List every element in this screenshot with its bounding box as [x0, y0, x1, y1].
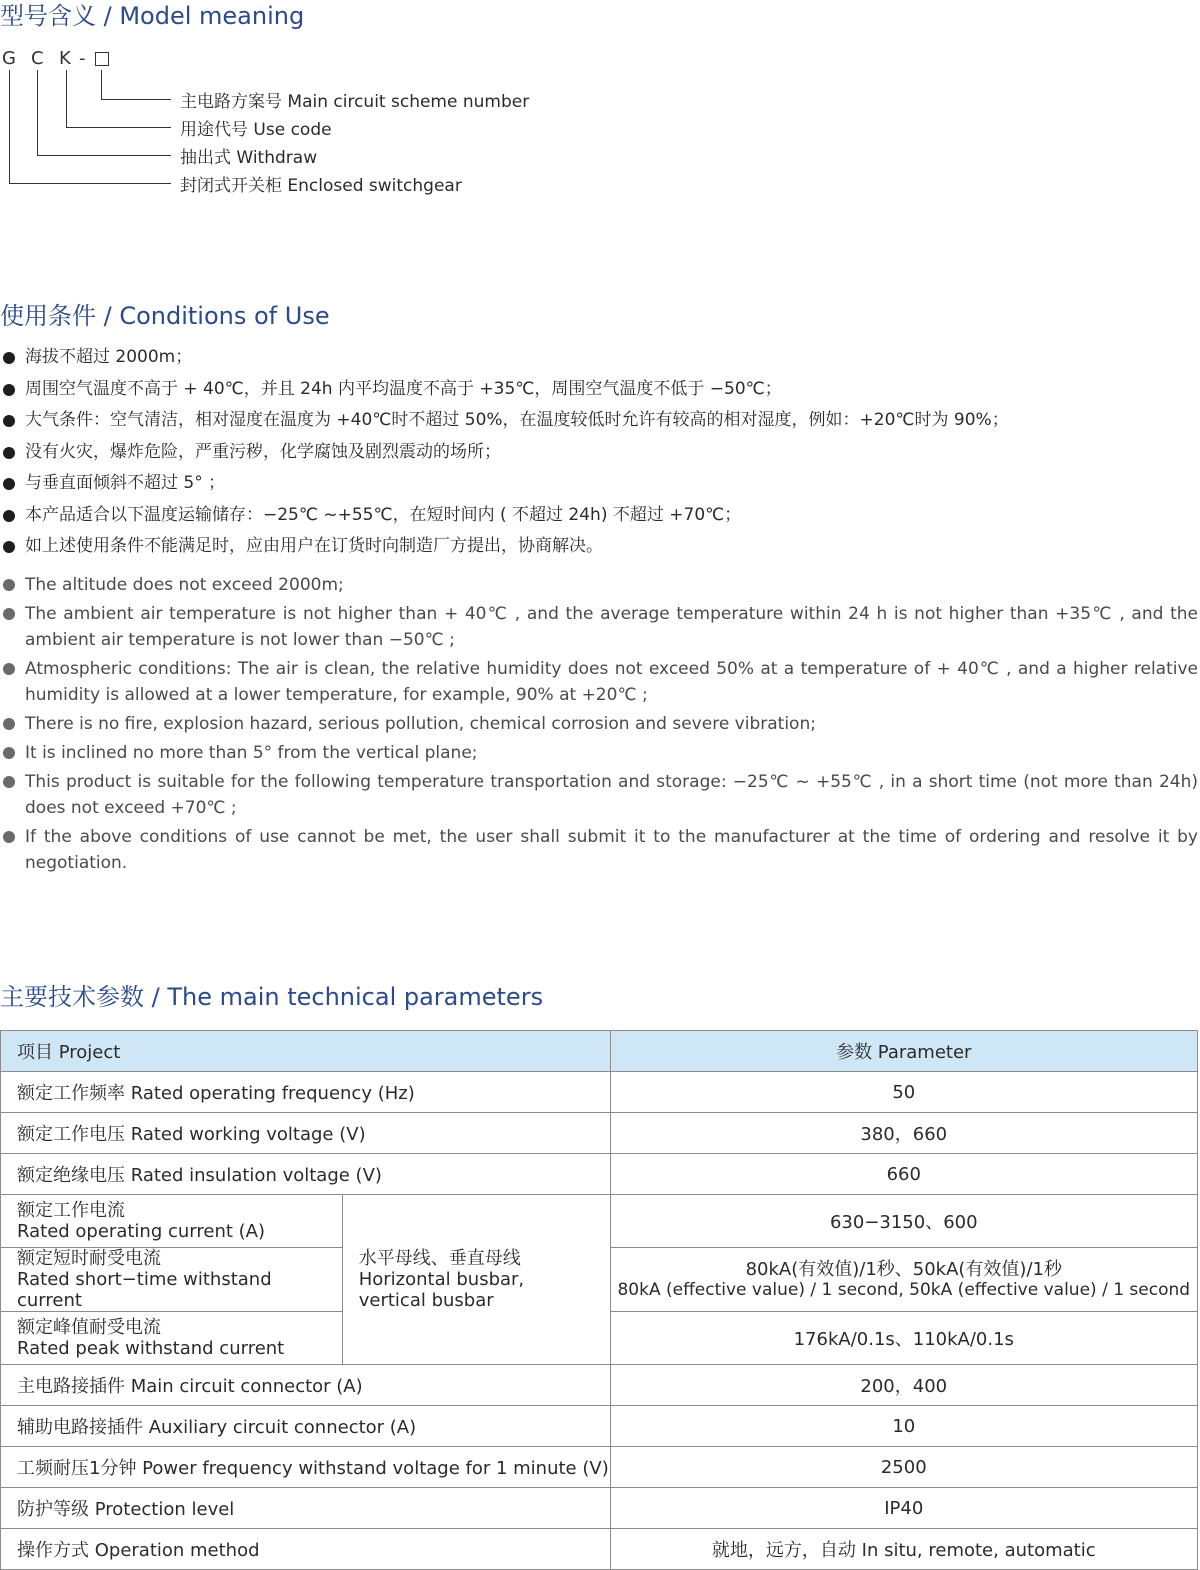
row-project: 工频耐压1分钟 Power frequency withstand voltage for 1 minute (V)	[1, 1447, 611, 1488]
params-title: 主要技术参数 / The main technical parameters	[0, 983, 544, 1011]
row-value	[610, 1248, 1197, 1312]
table-row	[1, 1072, 1198, 1113]
list-item: It is inclined no more than 5° from the vertical plane;	[0, 740, 1198, 766]
list-item: If the above conditions of use cannot be met, the user shall submit it to the manufacturer at the time of ordering and resolve it by negotiation.	[0, 824, 1198, 876]
project-cn: 额定短时耐受电流	[17, 1248, 161, 1269]
table-header-row	[1, 1031, 1198, 1072]
table-row	[1, 1406, 1198, 1447]
row-value: 10	[610, 1406, 1197, 1447]
bullet-icon	[3, 776, 15, 788]
bullet-icon	[3, 579, 15, 591]
bracket-line-withdraw-h	[37, 155, 171, 156]
bullet-icon	[3, 447, 15, 459]
row-value: 630−3150、600	[610, 1195, 1197, 1248]
list-item: 海拔不超过 2000m；	[0, 342, 1198, 374]
row-value: 50	[610, 1072, 1197, 1113]
header-project: 项目 Project	[1, 1031, 611, 1072]
list-item: 没有火灾，爆炸危险，严重污秽，化学腐蚀及剧烈震动的场所；	[0, 437, 1198, 469]
bullet-icon	[3, 663, 15, 675]
code-letter-c: C	[31, 48, 44, 69]
busbar-cell	[342, 1195, 610, 1365]
row-project	[1, 1195, 343, 1248]
busbar-label-cn: 水平母线、垂直母线	[358, 1248, 521, 1269]
bracket-line-use	[66, 70, 67, 128]
list-item: This product is suitable for the following temperature transportation and storage: −25℃ ~ +55℃ , in a short time (not more than 24h) does not exceed +70℃ ;	[0, 769, 1198, 821]
bullet-icon	[3, 831, 15, 843]
conditions-en-list	[0, 572, 1198, 879]
row-project: 额定工作频率 Rated operating frequency (Hz)	[1, 1072, 611, 1113]
bullet-icon	[3, 608, 15, 620]
row-project: 额定绝缘电压 Rated insulation voltage (V)	[1, 1154, 611, 1195]
row-value: 200，400	[610, 1365, 1197, 1406]
project-cn: 额定峰值耐受电流	[17, 1317, 161, 1338]
list-item: The ambient air temperature is not higher than + 40℃ , and the average temperature within 24 h is not higher than +35℃ , and the ambient air temperature is not lower than −50℃ ;	[0, 601, 1198, 653]
bracket-line-enclosed-h	[9, 183, 171, 184]
bullet-icon	[3, 747, 15, 759]
busbar-label-en: Horizontal busbar,	[358, 1269, 525, 1290]
row-value: 176kA/0.1s、110kA/0.1s	[610, 1312, 1197, 1365]
label-use-code: 用途代号 Use code	[180, 120, 332, 140]
row-value: IP40	[610, 1488, 1197, 1529]
value-en: 80kA (effective value) / 1 second, 50kA (effective value) / 1 second	[617, 1279, 1191, 1300]
value-cn: 80kA(有效值)/1秒、50kA(有效值)/1秒	[745, 1258, 1062, 1280]
list-item: Atmospheric conditions: The air is clean, the relative humidity does not exceed 50% at a temperature of + 40℃ , and a higher relative humidity is allowed at a lower temperature, for example, 90% at +20℃ ;	[0, 656, 1198, 708]
code-letter-k: K	[59, 48, 71, 69]
label-withdraw: 抽出式 Withdraw	[180, 148, 318, 168]
table-row	[1, 1488, 1198, 1529]
row-project: 辅助电路接插件 Auxiliary circuit connector (A)	[1, 1406, 611, 1447]
bracket-line-use-h	[66, 127, 171, 128]
list-item: 与垂直面倾斜不超过 5° ；	[0, 468, 1198, 500]
row-project: 防护等级 Protection level	[1, 1488, 611, 1529]
bracket-line-scheme	[101, 70, 102, 100]
list-item: 大气条件：空气清洁，相对湿度在温度为 +40℃时不超过 50%，在温度较低时允许有较高的相对湿度，例如：+20℃时为 90%；	[0, 405, 1198, 437]
table-row	[1, 1529, 1198, 1570]
project-en: Rated operating current (A)	[17, 1221, 265, 1242]
row-project: 主电路接插件 Main circuit connector (A)	[1, 1365, 611, 1406]
bracket-line-withdraw	[37, 70, 38, 156]
model-meaning-title: 型号含义 / Model meaning	[0, 2, 305, 30]
bullet-icon	[3, 384, 15, 396]
project-cn: 额定工作电流	[17, 1200, 125, 1221]
table-row	[1, 1154, 1198, 1195]
row-project: 操作方式 Operation method	[1, 1529, 611, 1570]
row-value: 就地，远方，自动 In situ, remote, automatic	[610, 1529, 1197, 1570]
code-dash: -	[79, 48, 86, 69]
bracket-line-scheme-h	[101, 99, 171, 100]
bracket-line-enclosed	[9, 70, 10, 184]
project-en: Rated short−time withstand current	[17, 1269, 272, 1311]
code-letter-g: G	[2, 48, 16, 69]
table-row	[1, 1365, 1198, 1406]
busbar-label-en2: vertical busbar	[358, 1290, 494, 1311]
bullet-icon	[3, 510, 15, 522]
list-item: 周围空气温度不高于 + 40℃，并且 24h 内平均温度不高于 +35℃，周围空气温度不低于 −50℃；	[0, 374, 1198, 406]
row-value: 380，660	[610, 1113, 1197, 1154]
row-value: 2500	[610, 1447, 1197, 1488]
params-table	[0, 1030, 1198, 1570]
row-project: 额定工作电压 Rated working voltage (V)	[1, 1113, 611, 1154]
table-row	[1, 1447, 1198, 1488]
list-item: The altitude does not exceed 2000m;	[0, 572, 1198, 598]
label-main-circuit-scheme: 主电路方案号 Main circuit scheme number	[180, 92, 530, 112]
bullet-icon	[3, 415, 15, 427]
row-project	[1, 1248, 343, 1312]
bullet-icon	[3, 718, 15, 730]
row-project	[1, 1312, 343, 1365]
bullet-icon	[3, 541, 15, 553]
table-row	[1, 1113, 1198, 1154]
label-enclosed-switchgear: 封闭式开关柜 Enclosed switchgear	[180, 176, 462, 196]
header-parameter: 参数 Parameter	[610, 1031, 1197, 1072]
bullet-icon	[3, 352, 15, 364]
row-value: 660	[610, 1154, 1197, 1195]
code-placeholder-box	[95, 52, 109, 66]
conditions-title: 使用条件 / Conditions of Use	[0, 302, 330, 330]
conditions-cn-list	[0, 342, 1198, 563]
list-item: There is no fire, explosion hazard, serious pollution, chemical corrosion and severe vibration;	[0, 711, 1198, 737]
table-row	[1, 1195, 1198, 1248]
list-item: 本产品适合以下温度运输储存：−25℃ ~+55℃，在短时间内 ( 不超过 24h) 不超过 +70℃；	[0, 500, 1198, 532]
list-item: 如上述使用条件不能满足时，应由用户在订货时向制造厂方提出，协商解决。	[0, 531, 1198, 563]
project-en: Rated peak withstand current	[17, 1338, 285, 1359]
bullet-icon	[3, 478, 15, 490]
